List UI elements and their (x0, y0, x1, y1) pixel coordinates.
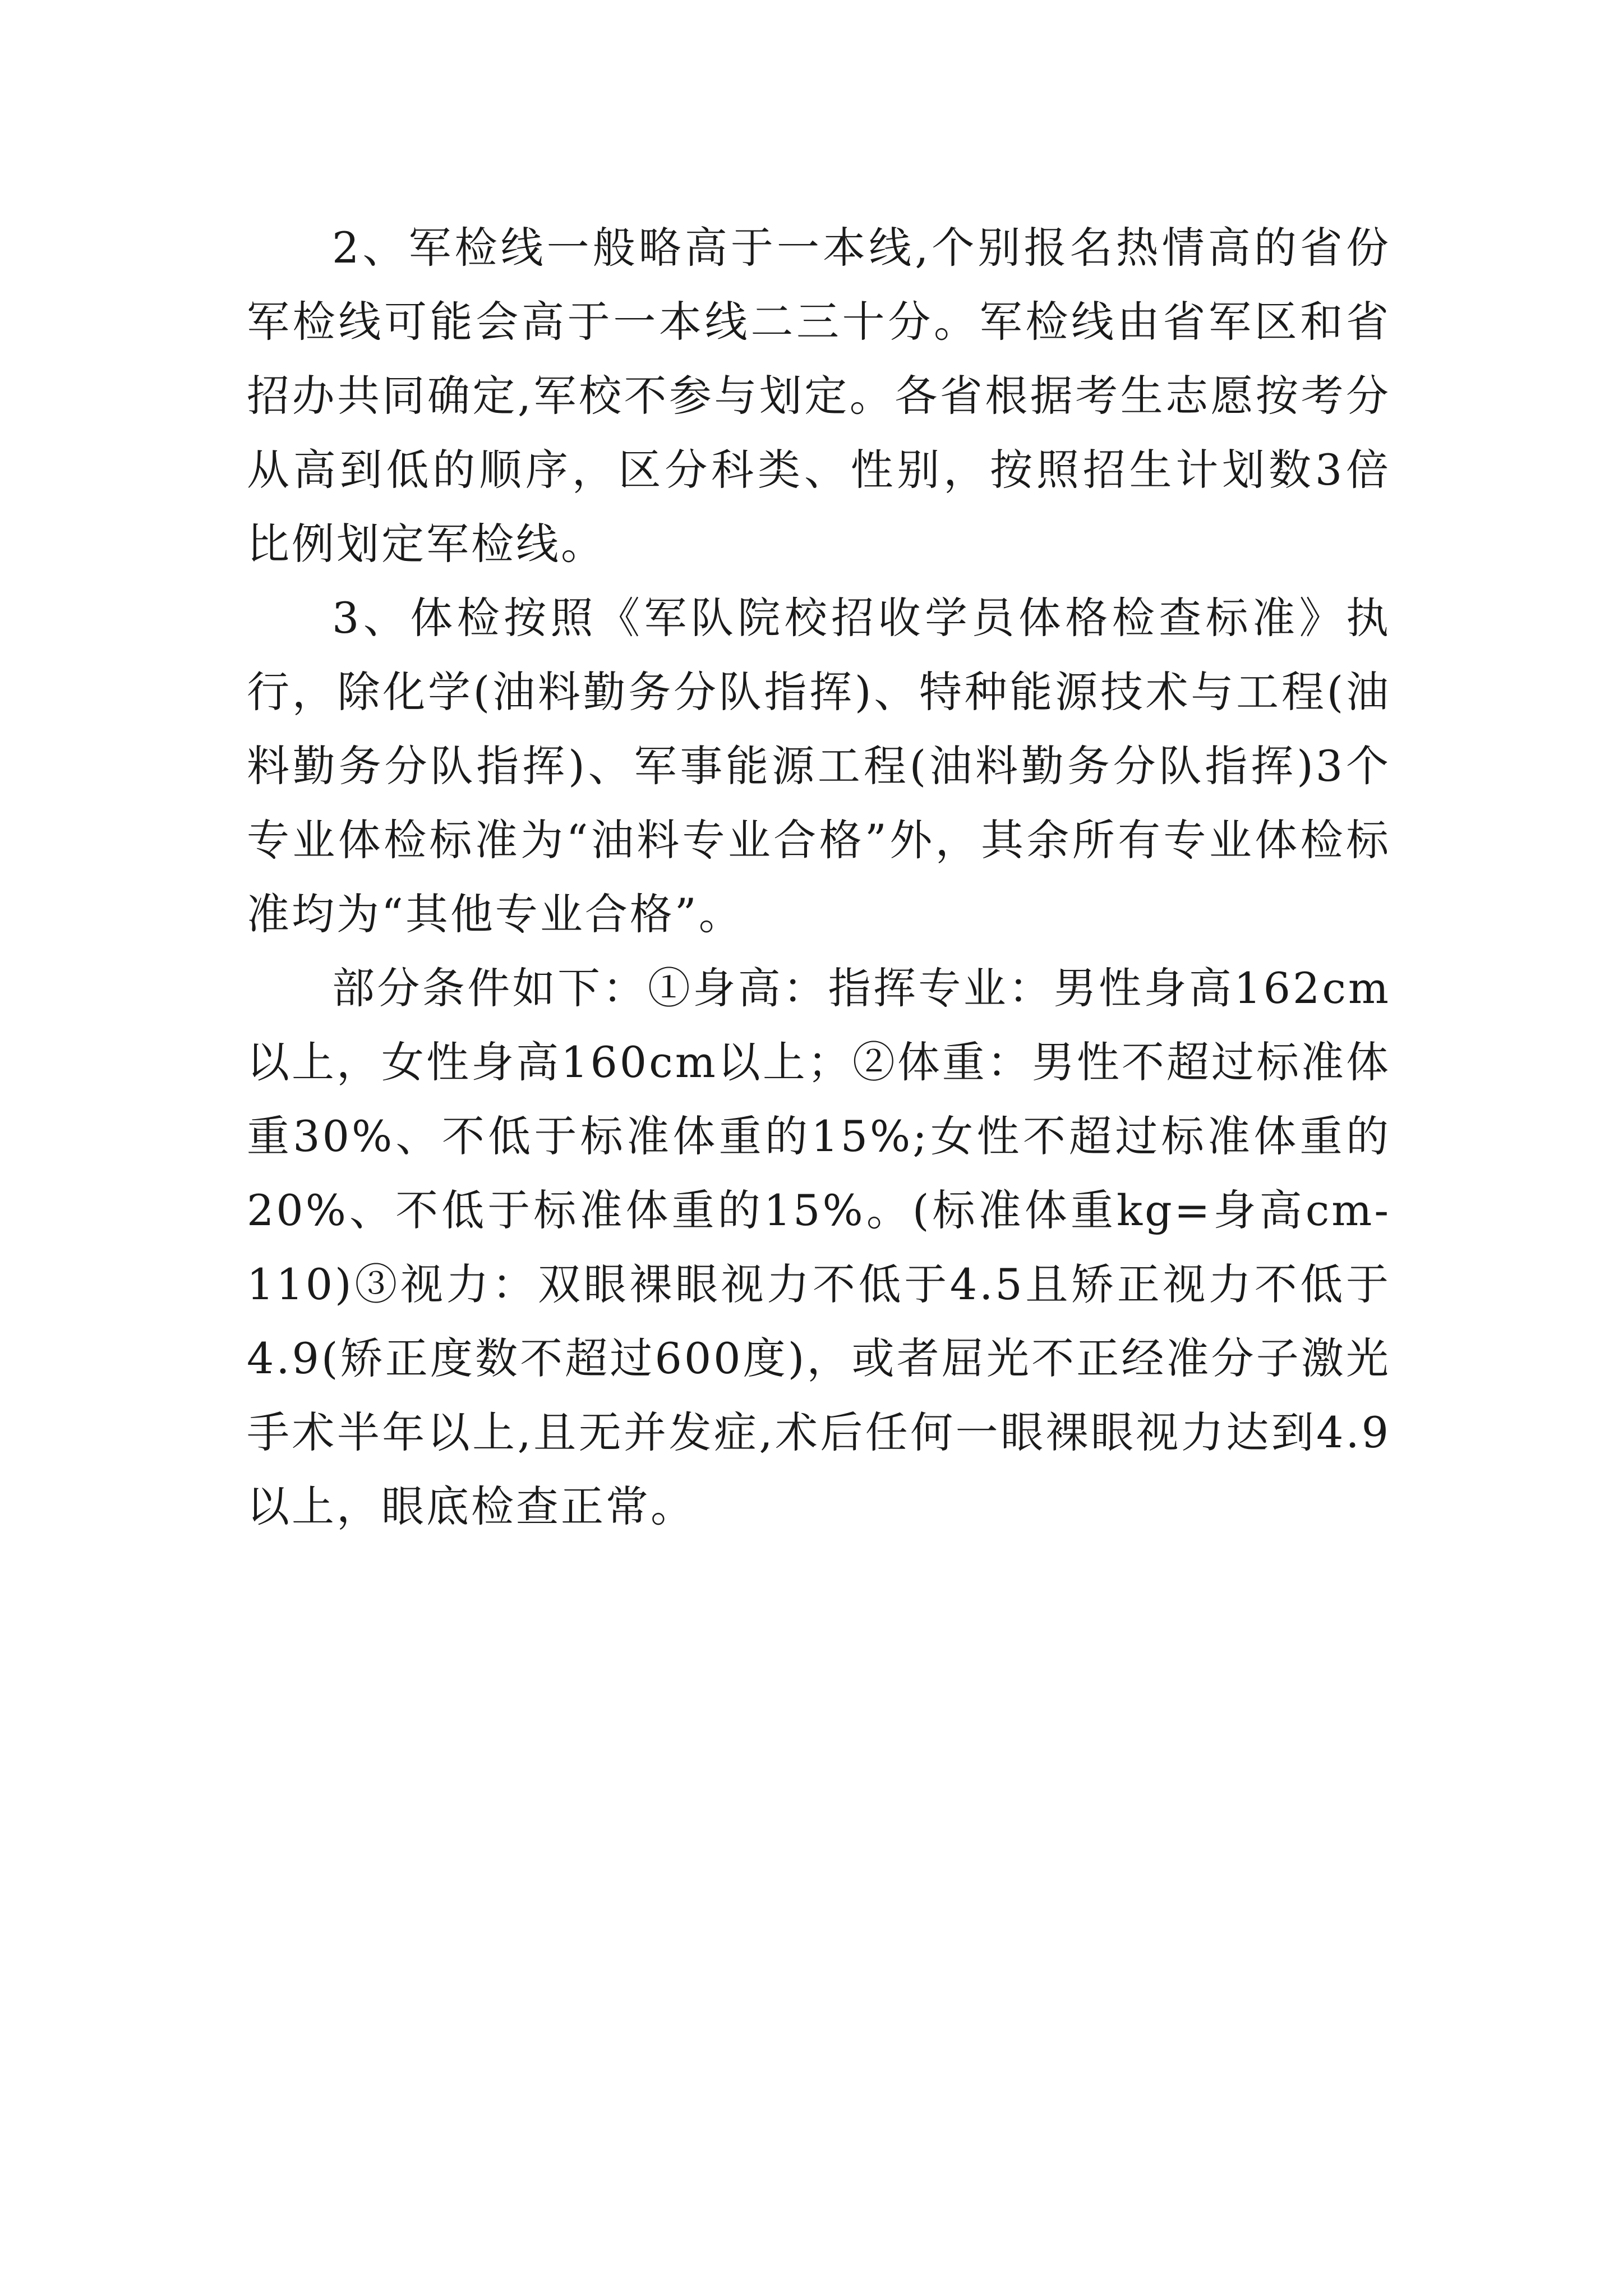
paragraph-physical-exam-standard: 3、体检按照《军队院校招收学员体格检查标准》执行，除化学(油料勤务分队指挥)、特种能源技术与工程(油料勤务分队指挥)、军事能源工程(油料勤务分队指挥)3个专业体检标准为“油料专业合格”外，其余所有专业体检标准均为“其他专业合格”。 (247, 593, 1391, 939)
paragraph-military-exam-line: 2、军检线一般略高于一本线,个别报名热情高的省份军检线可能会高于一本线二三十分。军检线由省军区和省招办共同确定,军校不参与划定。各省根据考生志愿按考分从高到低的顺序，区分科类、性别，按照招生计划数3倍比例划定军检线。 (247, 223, 1391, 569)
document-body (247, 211, 1391, 1544)
paragraph-physical-conditions: 部分条件如下：①身高：指挥专业：男性身高162cm以上，女性身高160cm以上；②体重：男性不超过标准体重30%、不低于标准体重的15%;女性不超过标准体重的20%、不低于标准体重的15%。(标准体重kg=身高cm-110)③视力：双眼裸眼视力不低于4.5且矫正视力不低于4.9(矫正度数不超过600度)，或者屈光不正经准分子激光手术半年以上,且无并发症,术后任何一眼裸眼视力达到4.9以上，眼底检查正常。 (247, 963, 1391, 1531)
